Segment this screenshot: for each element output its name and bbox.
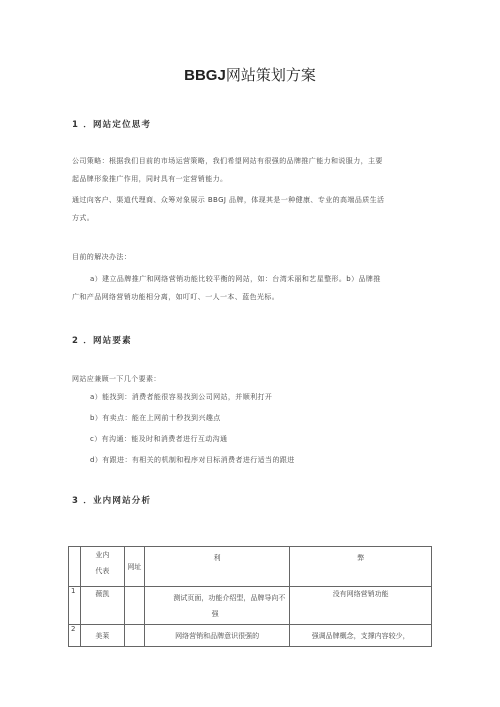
para-2-line-2: 方式。 bbox=[72, 214, 95, 222]
site-analysis-table bbox=[68, 546, 432, 647]
row-rep: 薇凯 bbox=[80, 587, 124, 625]
element-item-b: b）有卖点：能在上网前十秒找到兴趣点 bbox=[90, 414, 221, 422]
row-rep: 美莱 bbox=[80, 625, 124, 647]
header-rep-cell bbox=[80, 547, 124, 587]
table-row bbox=[69, 625, 432, 647]
title-cn: 网站策划方案 bbox=[225, 66, 316, 84]
document-title bbox=[0, 64, 500, 85]
solution-label: 目前的解决办法： bbox=[72, 253, 132, 261]
para-1-line-2: 起品牌形象推广作用，同时具有一定营销能力。 bbox=[72, 175, 228, 183]
row-pro bbox=[144, 587, 290, 625]
solution-line-1: a）建立品牌推广和网络营销功能比较平衡的网站，如：台湾禾丽和艺星整形。b）品牌推 bbox=[90, 275, 381, 283]
header-rep-line-2: 代表 bbox=[95, 567, 110, 575]
solution-line-2: 广和产品网络营销功能相分离，如叮叮、一人一本、蓝色光标。 bbox=[72, 293, 280, 301]
section-2-heading: 2 ．网站要素 bbox=[72, 336, 132, 346]
row-pro: 网络营销和品牌意识很强的 bbox=[144, 625, 290, 647]
element-item-d: d）有跟进：有相关的机制和程序对目标消费者进行适当的跟进 bbox=[90, 456, 295, 464]
header-rep-line-1: 业内 bbox=[95, 551, 110, 559]
header-pro-cell: 利 bbox=[144, 547, 290, 587]
section-2-intro: 网站应兼顾一下几个要素： bbox=[72, 375, 161, 383]
table-row bbox=[69, 587, 432, 625]
title-latin: BBGJ bbox=[184, 67, 226, 84]
row-site bbox=[124, 625, 144, 647]
row-site bbox=[124, 587, 144, 625]
element-item-a: a）能找到：消费者能很容易找到公司网站，并顺利打开 bbox=[90, 393, 273, 401]
row-con: 没有网络营销功能 bbox=[290, 587, 432, 625]
row-con: 强调品牌概念，支撑内容较少， bbox=[290, 625, 432, 647]
section-3-heading: 3 ．业内网站分析 bbox=[72, 496, 152, 506]
header-site-cell: 网址 bbox=[124, 547, 144, 587]
para-2-line-1: 通过向客户、渠道代理商、众筹对象展示 BBGJ 品牌，体现其是一种健康、专业的高端品质生活 bbox=[72, 196, 385, 204]
section-1-para-2 bbox=[72, 191, 436, 227]
row-num: 1 bbox=[69, 587, 81, 625]
header-num-cell bbox=[69, 547, 81, 587]
para-1-line-1: 公司策略：根据我们目前的市场运营策略，我们希望网站有很强的品牌推广能力和说服力，主要 bbox=[72, 157, 383, 165]
element-item-c: c）有沟通：能及时和消费者进行互动沟通 bbox=[90, 435, 228, 443]
row-pro-line-1: 测试页面，功能介绍型，品牌导向不 bbox=[173, 593, 286, 602]
section-1-heading: 1 ．网站定位思考 bbox=[72, 120, 152, 130]
row-num: 2 bbox=[69, 625, 81, 647]
section-1-para-1 bbox=[72, 152, 436, 188]
row-pro-line-2: 强 bbox=[211, 609, 219, 618]
header-con-cell: 弊 bbox=[290, 547, 432, 587]
solution-paragraph bbox=[72, 270, 436, 306]
table-header-row bbox=[69, 547, 432, 587]
